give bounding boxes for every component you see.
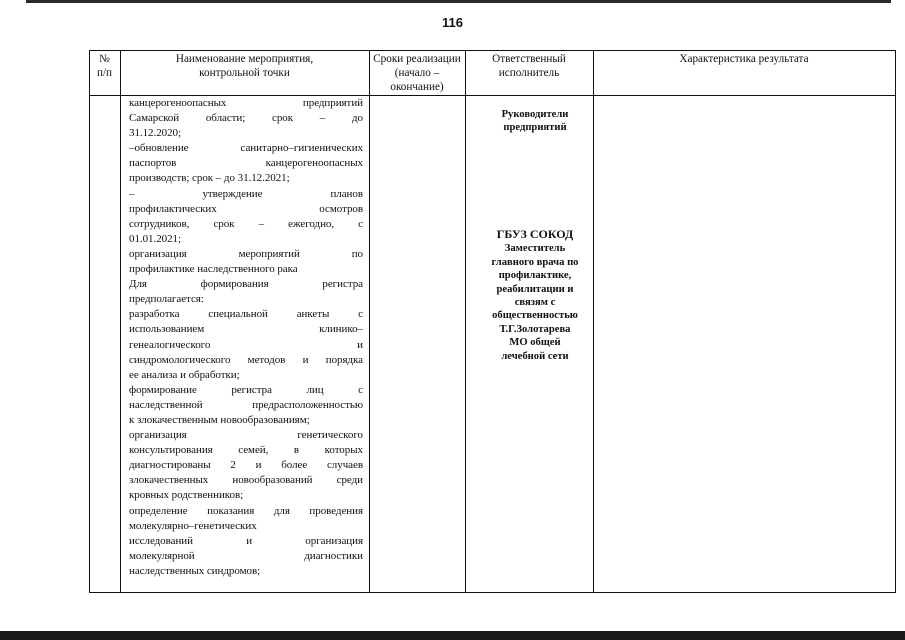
description-line: к злокачественным новообразованиям; xyxy=(129,413,310,426)
description-line: 31.12.2020; xyxy=(129,127,182,140)
description-line: предполагается: xyxy=(129,293,204,306)
responsible-enterprises: Руководители предприятий xyxy=(501,109,569,134)
table-border-left xyxy=(89,50,90,593)
description-line: использованием клинико– xyxy=(129,323,363,336)
top-scan-border xyxy=(26,0,891,3)
description-line: – утверждение планов xyxy=(129,187,363,200)
description-line: синдромологического методов и порядка xyxy=(129,353,363,366)
table-border-right xyxy=(895,50,896,593)
column-divider xyxy=(120,50,121,593)
header-num: № п/п xyxy=(96,53,113,79)
responsible-gbuz-title: ГБУЗ СОКОД xyxy=(496,227,574,241)
description-line: генеалогического и xyxy=(129,338,363,351)
header-responsible: Ответственный исполнитель xyxy=(492,53,566,79)
description-line: ее анализа и обработки; xyxy=(129,368,240,381)
column-divider xyxy=(593,50,594,593)
page-number: 116 xyxy=(442,15,463,30)
description-line: канцерогеноопасных предприятий xyxy=(129,97,363,109)
table-border-bottom xyxy=(89,592,896,593)
responsible-gbuz xyxy=(482,228,588,363)
description-line: определение показания для проведения xyxy=(129,504,363,517)
description-line: молекулярной диагностики xyxy=(129,549,363,562)
description-line: организация мероприятий по xyxy=(129,247,363,260)
description-line: Для формирования регистра xyxy=(129,278,363,291)
description-line: молекулярно–генетических xyxy=(129,519,257,532)
header-result: Характеристика результата xyxy=(679,53,809,65)
description-line: наследственных синдромов; xyxy=(129,564,261,577)
description-line: консультирования семей, в которых xyxy=(129,444,363,457)
column-divider xyxy=(369,50,370,593)
measures-table xyxy=(89,50,896,593)
column-divider xyxy=(465,50,466,593)
table-border-top xyxy=(89,50,896,51)
header-name: Наименование мероприятия, контрольной точки xyxy=(175,53,314,79)
description-line: формирование регистра лиц с xyxy=(129,383,363,396)
description-line: производств; срок – до 31.12.2021; xyxy=(129,172,290,185)
measure-description xyxy=(129,96,363,579)
description-line: диагностированы 2 и более случаев xyxy=(129,459,363,472)
description-line: разработка специальной анкеты с xyxy=(129,308,363,321)
description-line: кровных родственников; xyxy=(129,489,244,502)
header-dates: Сроки реализации (начало – окончание) xyxy=(373,53,461,93)
description-line: 01.01.2021; xyxy=(129,232,182,245)
description-line: паспортов канцерогеноопасных xyxy=(129,157,363,170)
description-line: организация генетического xyxy=(129,429,363,442)
description-line: исследований и организация xyxy=(129,534,363,547)
bottom-scan-border xyxy=(0,631,905,640)
description-line: профилактических осмотров xyxy=(129,202,363,215)
description-line: наследственной предрасположенностью xyxy=(129,398,363,411)
description-line: злокачественных новообразований среди xyxy=(129,474,363,487)
description-line: профилактике наследственного рака xyxy=(129,263,298,276)
description-line: –обновление санитарно–гигиенических xyxy=(129,142,363,155)
description-line: сотрудников, срок – ежегодно, с xyxy=(129,217,363,230)
description-line: Самарской области; срок – до xyxy=(129,112,363,125)
responsible-gbuz-details: Заместитель главного врача по профилактике, реабилитации и связям с общественностью Т.Г.Золотарева МО общей лечебной сети xyxy=(491,243,579,362)
